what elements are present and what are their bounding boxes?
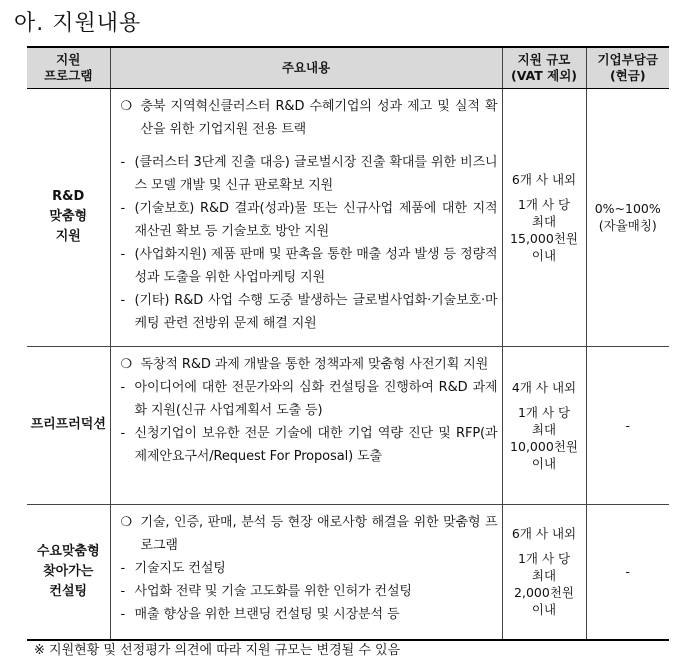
header-scale-line1: 지원 규모 — [517, 51, 571, 67]
content-dash-item — [121, 243, 498, 289]
program-name-line: 수요맞춤형 — [36, 543, 100, 559]
header-burden — [586, 47, 669, 88]
scale-within: 이내 — [531, 247, 557, 263]
program-name — [27, 504, 110, 640]
bullet-text: 독창적 R&D 과제 개발을 통한 정책과제 맞춤형 사전기획 지원 — [140, 356, 489, 372]
company-burden — [586, 346, 669, 504]
burden-ratio: - — [625, 417, 630, 433]
dash-text: 기술지도 컨설팅 — [134, 560, 226, 576]
table-header-row — [27, 47, 669, 88]
program-name-line: 지원 — [55, 229, 81, 244]
scale-per-company: 1개 사 당 — [517, 551, 571, 567]
content-bullet — [121, 353, 498, 376]
dash-icon: - — [120, 560, 126, 576]
table-row-consulting — [27, 504, 669, 640]
dash-text: 신청기업이 보유한 전문 기술에 대한 기업 역량 진단 및 RFP(과제제안요구서/Request For Proposal) 도출 — [134, 425, 498, 464]
program-content — [110, 504, 502, 640]
dash-icon: - — [120, 154, 126, 170]
scale-per-company: 1개 사 당 — [517, 404, 571, 420]
scale-max-label: 최대 — [531, 213, 557, 229]
dash-icon: - — [120, 246, 126, 262]
dash-text: 아이디어에 대한 전문가와의 심화 컨설팅을 진행하여 R&D 과제화 지원(신규 사업계획서 도출 등) — [134, 379, 498, 418]
dash-icon: - — [120, 292, 126, 308]
header-burden-line2: (현금) — [609, 67, 646, 83]
section-title: 아. 지원내용 — [14, 11, 142, 36]
header-scale-line2: (VAT 제외) — [511, 67, 577, 83]
program-name-line: 찾아가는 — [43, 563, 94, 579]
burden-ratio: 0%~100% — [594, 201, 661, 216]
content-dash-item — [121, 376, 498, 422]
program-name-line: 맞춤형 — [49, 209, 88, 224]
support-scale — [502, 88, 586, 346]
program-name — [27, 346, 110, 504]
dash-text: (기술보호) R&D 결과(성과)물 또는 신규사업 제품에 대한 지적재산권 확보 등 기술보호 방안 지원 — [134, 200, 498, 239]
company-burden — [586, 88, 669, 346]
header-burden-line1: 기업부담금 — [597, 51, 658, 67]
dash-icon: - — [120, 583, 126, 599]
scale-per-company: 1개 사 당 — [517, 196, 571, 212]
header-program — [27, 47, 110, 88]
scale-within: 이내 — [531, 455, 557, 471]
scale-count: 6개 사 내외 — [511, 171, 577, 187]
support-content-table — [27, 46, 669, 641]
content-bullet — [121, 95, 498, 141]
program-content — [110, 346, 502, 504]
table-row-preproduction — [27, 346, 669, 504]
dash-icon: - — [120, 200, 126, 216]
content-dash-item — [121, 557, 498, 580]
table-row-rnd — [27, 88, 669, 346]
company-burden — [586, 504, 669, 640]
dash-icon: - — [120, 606, 126, 622]
circle-bullet-icon: ❍ — [120, 514, 133, 530]
dash-text: (기타) R&D 사업 수행 도중 발생하는 글로벌사업화·기술보호·마케팅 관련 전방위 문제 해결 지원 — [134, 292, 498, 331]
support-scale — [502, 346, 586, 504]
scale-count: 4개 사 내외 — [511, 379, 577, 395]
scale-count: 6개 사 내외 — [511, 526, 577, 542]
content-dash-item — [121, 197, 498, 243]
circle-bullet-icon: ❍ — [120, 356, 133, 372]
dash-text: 사업화 전략 및 기술 고도화를 위한 인허가 컨설팅 — [134, 583, 412, 599]
scale-within: 이내 — [531, 602, 557, 618]
header-content: 주요내용 — [110, 47, 502, 88]
content-dash-item — [121, 422, 498, 468]
program-name-line: 프리프러덕션 — [30, 417, 106, 432]
footnote: ※ 지원현황 및 선정평가 의견에 따라 지원 규모는 변경될 수 있음 — [34, 643, 401, 658]
header-program-line1: 지원 — [56, 51, 81, 67]
header-scale — [502, 47, 586, 88]
content-dash-item — [121, 603, 498, 626]
scale-amount: 15,000천원 — [510, 230, 578, 246]
dash-text: 매출 향상을 위한 브랜딩 컨설팅 및 시장분석 등 — [134, 606, 400, 622]
content-bullet — [121, 511, 498, 557]
circle-bullet-icon: ❍ — [120, 98, 133, 114]
bullet-text: 기술, 인증, 판매, 분석 등 현장 애로사항 해결을 위한 맞춤형 프로그램 — [140, 514, 498, 553]
burden-ratio: - — [625, 564, 630, 580]
content-dash-item — [121, 289, 498, 335]
dash-text: (클러스터 3단계 진출 대응) 글로벌시장 진출 확대를 위한 비즈니스 모델 개발 및 신규 판로확보 지원 — [134, 154, 498, 193]
dash-text: (사업화지원) 제품 판매 및 판촉을 통한 매출 성과 발생 등 정량적 성과 도출을 위한 사업마케팅 지원 — [134, 246, 498, 285]
program-name — [27, 88, 110, 346]
dash-icon: - — [120, 379, 126, 395]
bullet-text: 충북 지역혁신클러스터 R&D 수혜기업의 성과 제고 및 실적 확산을 위한 기업지원 전용 트랙 — [140, 98, 498, 137]
scale-amount: 10,000천원 — [510, 438, 578, 454]
content-dash-item — [121, 151, 498, 197]
scale-max-label: 최대 — [531, 421, 557, 437]
program-name-line: 컨설팅 — [49, 583, 88, 599]
scale-amount: 2,000천원 — [514, 585, 574, 601]
scale-max-label: 최대 — [531, 568, 557, 584]
program-name-line: R&D — [52, 189, 85, 204]
program-content — [110, 88, 502, 346]
support-scale — [502, 504, 586, 640]
header-program-line2: 프로그램 — [44, 67, 93, 83]
content-dash-item — [121, 580, 498, 603]
burden-note: (자율매칭) — [598, 218, 657, 233]
dash-icon: - — [120, 425, 126, 441]
